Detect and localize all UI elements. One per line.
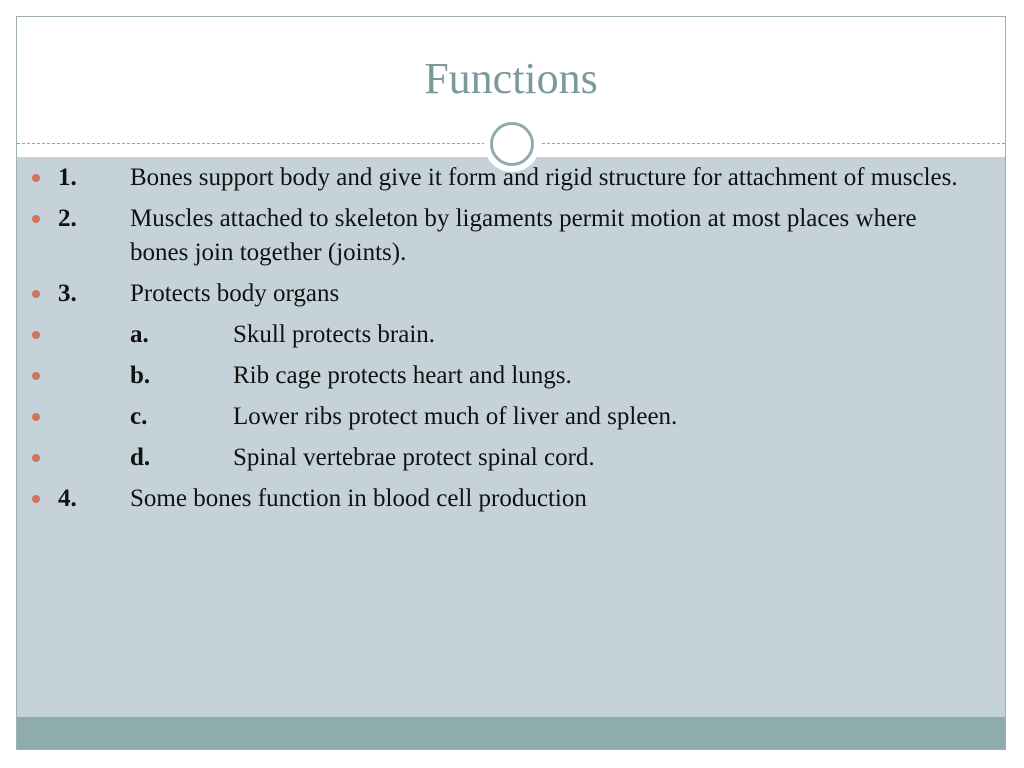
list-item [32, 482, 972, 516]
item-number: 4. [58, 485, 77, 512]
item-number: c. [130, 403, 148, 430]
item-text: Protects body organs [130, 280, 340, 307]
item-number: 1. [58, 164, 77, 191]
item-number: b. [130, 362, 151, 389]
bullet-list [32, 161, 972, 523]
item-text: Muscles attached to skeleton by ligaments permit motion at most places where bones join together (joints). [130, 205, 917, 266]
item-number: d. [130, 444, 151, 471]
item-text: Skull protects brain. [233, 321, 436, 348]
slide-title: Functions [424, 54, 598, 103]
circle-ring [490, 122, 534, 166]
list-item [32, 202, 972, 270]
item-text: Bones support body and give it form and rigid structure for attachment of muscles. [130, 164, 958, 191]
bullet-dot-icon [32, 495, 40, 503]
bullet-dot-icon [32, 454, 40, 462]
bullet-dot-icon [32, 331, 40, 339]
bullet-dot-icon [32, 174, 40, 182]
bullet-dot-icon [32, 290, 40, 298]
item-number: a. [130, 321, 149, 348]
item-text: Rib cage protects heart and lungs. [233, 362, 572, 389]
list-item [32, 318, 972, 352]
item-number: 2. [58, 205, 77, 232]
item-text: Lower ribs protect much of liver and spleen. [233, 403, 678, 430]
bullet-dot-icon [32, 215, 40, 223]
list-item [32, 161, 972, 195]
list-item [32, 359, 972, 393]
bullet-dot-icon [32, 372, 40, 380]
item-number: 3. [58, 280, 77, 307]
bullet-dot-icon [32, 413, 40, 421]
list-item [32, 400, 972, 434]
list-item [32, 441, 972, 475]
list-item [32, 277, 972, 311]
item-text: Spinal vertebrae protect spinal cord. [233, 444, 595, 471]
footer-band [17, 717, 1005, 750]
item-text: Some bones function in blood cell production [130, 485, 587, 512]
